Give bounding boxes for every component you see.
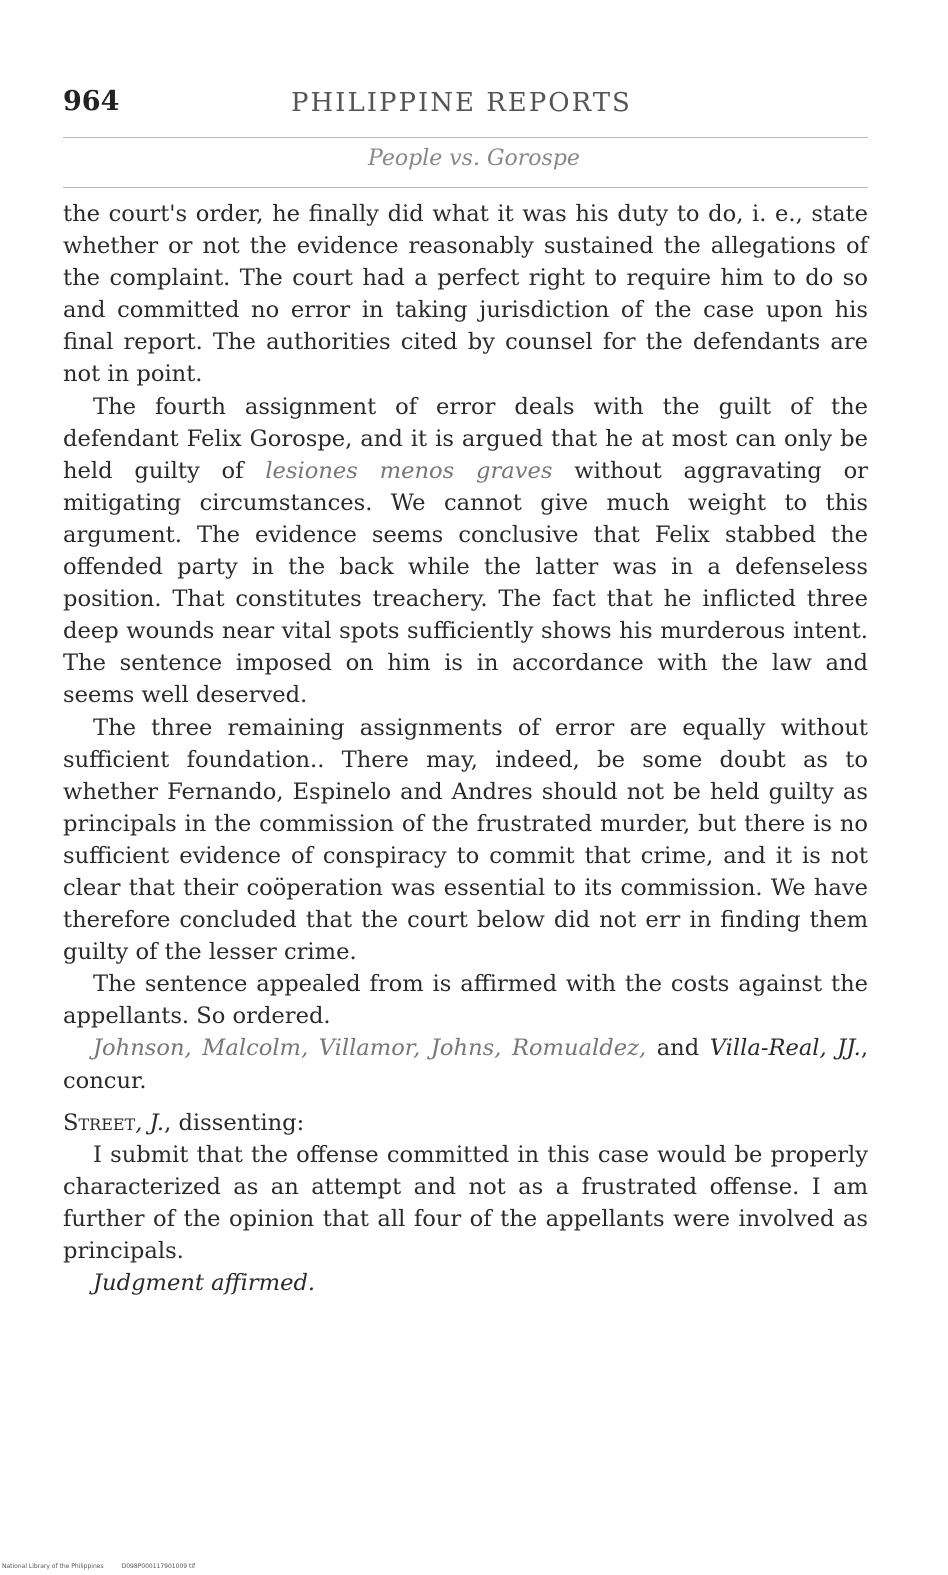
paragraph-sentence-affirmed: The sentence appealed from is affirmed with the costs against the appellants. So ordered. bbox=[63, 971, 868, 1030]
concurrence-line bbox=[63, 1032, 868, 1096]
concur-and: and bbox=[646, 1035, 710, 1062]
footer-code: D098P000117901009 tif bbox=[121, 1563, 196, 1570]
paragraph-dissent: I submit that the offense committed in this case would be properly characterized as an attempt and not as a frustrated offense. I am further of the opinion that all four of the appellants were involved as principals. bbox=[63, 1141, 868, 1264]
lesiones-term: lesiones menos graves bbox=[265, 457, 553, 484]
dissent-label: , dissenting: bbox=[164, 1109, 305, 1136]
paragraph-court-order: the court's order, he finally did what it was his duty to do, i. e., state whether or not the evidence reasonably sustained the allegations of the complaint. The court had a perfect right to require him to do so and committed no error in taking jurisdiction of the case upon his final report. The authorities cited by counsel for the defendants are not in point. bbox=[63, 201, 868, 388]
paragraph-remaining-assignments: The three remaining assignments of error are equally without sufficient foundation.. There may, indeed, be some doubt as to whether Fernando, Espinelo and Andres should not be held guilty as principals in the commission of the frustrated murder, but there is no sufficient evidence of conspiracy to commit that crime, and it is not clear that their coöperation was essential to its commission. We have therefore concluded that the court below did not err in finding them guilty of the lesser crime. bbox=[63, 714, 868, 966]
concur-end: , concur. bbox=[63, 1035, 868, 1094]
header-rule-top bbox=[63, 137, 868, 138]
dissent-j: , J. bbox=[135, 1109, 165, 1136]
running-title: PHILIPPINE REPORTS bbox=[291, 88, 632, 118]
judgment-line: Judgment affirmed. bbox=[93, 1270, 316, 1297]
paragraph-fourth-assignment-end: without aggravating or mitigating circumstances. We cannot give much weight to this argument. The evidence seems conclusive that Felix stabbed the offended party in the back while the latter was in a defenseless position. That constitutes treachery. The fact that he inflicted three deep wounds near vital spots sufficiently shows his murderous intent. The sentence imposed on him is in accordance with the law and seems well deserved. bbox=[63, 457, 868, 709]
case-title: People vs. Gorospe bbox=[368, 146, 580, 171]
paragraph-fourth-assignment bbox=[63, 391, 868, 712]
scan-footer bbox=[2, 1563, 195, 1570]
page-header bbox=[63, 82, 868, 126]
concurring-justice-last: Villa-Real, JJ. bbox=[709, 1035, 861, 1062]
header-rule-bottom bbox=[63, 187, 868, 188]
footer-library: National Library of the Philippines bbox=[2, 1563, 104, 1570]
dissent-heading bbox=[63, 1107, 868, 1139]
opinion-body bbox=[63, 198, 868, 1299]
concurring-justices: Johnson, Malcolm, Villamor, Johns, Romualdez, bbox=[93, 1035, 647, 1062]
paragraph-fourth-assignment-start: The fourth assignment of error deals with the guilt of the defendant Felix Gorospe, and it is argued that he at most can only be held guilty of bbox=[63, 393, 868, 484]
dissent-justice: Street bbox=[63, 1109, 136, 1136]
page-number: 964 bbox=[63, 86, 120, 117]
